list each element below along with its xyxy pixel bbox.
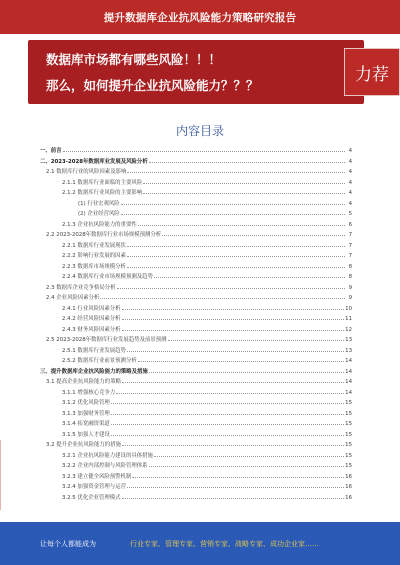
toc-entry-title: 2.5.1 数据库行业发展趋势: [62, 347, 126, 354]
toc-entry-page: 14: [345, 389, 352, 396]
toc-entry[interactable]: [62, 218, 352, 228]
toc-entry-title: 3.2.4 加强资金管理与运营: [62, 484, 126, 490]
toc-leader-dots: [111, 403, 344, 404]
toc-entry-page: 8: [348, 274, 352, 280]
toc-entry-page: 6: [348, 221, 352, 228]
toc-leader-dots: [63, 151, 345, 152]
toc-leader-dots: [149, 466, 345, 467]
toc-entry-title: 2.1.2 数据库行业风险的主要影响: [62, 190, 143, 196]
toc-entry-title: 3.2 提升企业抗风险能力的措施: [46, 442, 121, 448]
toc-leader-dots: [122, 309, 345, 310]
toc-entry-title: 2.1 数据库行业的风险因素及影响: [46, 169, 127, 175]
toc-entry[interactable]: [62, 344, 352, 354]
toc-entry-page: 7: [348, 232, 352, 238]
toc-leader-dots: [122, 319, 345, 320]
toc-entry-page: 15: [345, 442, 352, 448]
toc-entry-title: 一、前言: [40, 148, 62, 154]
toc-entry[interactable]: [62, 354, 352, 364]
toc-entry[interactable]: [40, 155, 352, 165]
toc-entry[interactable]: [46, 291, 352, 301]
toc-entry-title: 2.2 2023-2028年数据库行业市场规模预测分析: [46, 232, 162, 238]
header-bar: [0, 0, 400, 34]
toc-entry[interactable]: [62, 270, 352, 280]
toc-leader-dots: [117, 288, 345, 289]
toc-entry[interactable]: [62, 323, 352, 333]
toc-entry-page: 7: [348, 253, 352, 259]
toc-entry-title: 3.1.2 优化风险管理: [62, 400, 110, 406]
toc-entry-page: 9: [348, 284, 352, 291]
toc-entry[interactable]: [62, 176, 352, 186]
toc-leader-dots: [122, 382, 344, 383]
toc-entry[interactable]: [46, 228, 352, 238]
toc-entry[interactable]: [62, 449, 352, 459]
decorative-divider: [0, 440, 1, 510]
toc-leader-dots: [111, 435, 344, 436]
toc-entry-title: 3.1.5 加强人才建设: [62, 431, 110, 438]
toc-entry-title: 3.2.3 建立健全风险预警机制: [62, 473, 132, 480]
toc-entry-title: (1) 行业宏观风险: [78, 200, 120, 207]
toc-leader-dots: [138, 225, 345, 226]
toc-leader-dots: [116, 393, 344, 394]
banner-subheadline: 那么，如何提升企业抗风险能力？？？: [46, 78, 259, 93]
toc-leader-dots: [149, 372, 344, 373]
toc-entry-page: 15: [345, 421, 352, 427]
toc-leader-dots: [132, 477, 344, 478]
toc-entry[interactable]: [46, 281, 352, 291]
toc-entry-title: 2.4 企业风险因素分析: [46, 295, 100, 301]
toc-entry-page: 7: [348, 242, 352, 249]
toc-entry-page: 16: [345, 484, 352, 490]
toc-entry-page: 15: [345, 400, 352, 406]
toc-entry-page: 14: [345, 368, 352, 375]
toc-entry-page: 4: [348, 148, 352, 154]
toc-entry[interactable]: [62, 312, 352, 322]
toc-entry[interactable]: [62, 407, 352, 417]
toc-entry-page: 10: [345, 305, 352, 312]
toc-entry[interactable]: [62, 302, 352, 312]
toc-entry-title: 2.4.2 经营风险因素分析: [62, 316, 121, 322]
header-title: 提升数据库企业抗风险能力策略研究报告: [103, 12, 297, 24]
toc-entry-title: 3.2.2 企业内部控制与风险管理体系: [62, 463, 148, 469]
toc-title: 内容目录: [175, 124, 224, 138]
toc-leader-dots: [121, 204, 345, 205]
toc-entry-title: 二、2023-2028年数据库业发展及风险分析: [40, 158, 148, 165]
toc-entry-title: 2.5.2 数据库行业前景预测分析: [62, 358, 137, 364]
toc-entry-title: 2.4.3 财务风险因素分析: [62, 326, 121, 333]
toc-leader-dots: [122, 498, 345, 499]
toc-leader-dots: [111, 424, 344, 425]
toc-entry[interactable]: [62, 186, 352, 196]
toc-entry-page: 8: [348, 263, 352, 270]
toc-entry-title: 3.1 提高企业抗风险能力的策略: [46, 379, 121, 385]
toc-leader-dots: [154, 456, 344, 457]
footer-tags: 行业专家、管理专家、营销专家、战略专家、成功企业家……: [130, 540, 319, 548]
toc-entry[interactable]: [62, 459, 352, 469]
toc-entry-page: 15: [345, 463, 352, 469]
toc-entry[interactable]: [40, 144, 352, 154]
banner-headline: 数据库市场都有哪些风险！！！: [46, 52, 222, 67]
toc-entry-title: 3.2.5 优化企业管理模式: [62, 494, 121, 501]
toc-leader-dots: [127, 267, 345, 268]
toc-entry-page: 13: [345, 337, 352, 343]
toc-entry-title: 2.2.1 数据库行业发展现状: [62, 242, 126, 249]
recommend-badge: 力荐: [344, 48, 400, 96]
toc-entry-title: 3.2.1 企业抗风险能力建设的具体措施: [62, 452, 153, 459]
toc-entry[interactable]: [46, 165, 352, 175]
toc-entry[interactable]: [62, 480, 352, 490]
toc-entry-page: 13: [345, 347, 352, 354]
toc-entry[interactable]: [62, 491, 352, 501]
toc-entry-page: 16: [345, 473, 352, 480]
toc-leader-dots: [122, 445, 344, 446]
footer-bar: [0, 522, 400, 565]
toc-entry[interactable]: [78, 197, 352, 207]
toc-leader-dots: [143, 193, 345, 194]
toc-entry-page: 15: [345, 431, 352, 438]
toc-leader-dots: [168, 340, 345, 341]
toc-entry[interactable]: [46, 375, 352, 385]
hero-banner: [28, 40, 364, 104]
toc-leader-dots: [127, 246, 345, 247]
toc-entry[interactable]: [62, 417, 352, 427]
toc-entry[interactable]: [46, 333, 352, 343]
toc-leader-dots: [122, 330, 345, 331]
toc-entry-title: 2.5 2023-2028年数据库行业发展趋势及前景预测: [46, 337, 167, 343]
toc-entry-title: 2.3 数据库企业竞争格局分析: [46, 284, 116, 291]
toc-entry-page: 4: [348, 190, 352, 196]
toc-leader-dots: [100, 298, 345, 299]
toc-entry-page: 15: [345, 410, 352, 417]
toc-entry-title: 2.1.1 数据库行业面临的主要风险: [62, 179, 143, 186]
toc-entry-title: 3.1.1 增强核心竞争力: [62, 389, 116, 396]
toc-entry-page: 14: [345, 358, 352, 364]
toc-entry-page: 14: [345, 379, 352, 385]
toc-entry-title: (2) 企业经营风险: [78, 211, 120, 217]
toc-entry-title: 2.4.1 行业风险因素分析: [62, 305, 121, 312]
toc-leader-dots: [127, 351, 344, 352]
toc-entry-title: 2.2.3 数据库市场规模分析: [62, 263, 126, 270]
toc-leader-dots: [111, 414, 344, 415]
toc-leader-dots: [127, 172, 345, 173]
toc-entry-page: 12: [345, 326, 352, 333]
toc-entry[interactable]: [46, 438, 352, 448]
toc-entry-title: 2.2.2 影响行业发展的因素: [62, 253, 126, 259]
toc-entry-page: 4: [348, 169, 352, 175]
toc-leader-dots: [127, 256, 345, 257]
toc-entry[interactable]: [78, 207, 352, 217]
toc-leader-dots: [138, 361, 344, 362]
toc-entry[interactable]: [40, 365, 352, 375]
toc-leader-dots: [154, 277, 345, 278]
toc-entry[interactable]: [62, 396, 352, 406]
toc-entry-page: 9: [348, 295, 352, 301]
toc-entry-title: 2.2.4 数据库行业市场规模预测及趋势: [62, 274, 153, 280]
toc-leader-dots: [127, 487, 344, 488]
toc-entry[interactable]: [62, 428, 352, 438]
toc-entry[interactable]: [62, 470, 352, 480]
toc-entry-title: 3.1.3 加强财务管理: [62, 410, 110, 417]
toc-leader-dots: [121, 214, 345, 215]
toc-entry-page: 4: [348, 179, 352, 186]
toc-entry-page: 5: [348, 211, 352, 217]
footer-label: 让每个人都能成为: [40, 540, 96, 548]
toc-entry[interactable]: [62, 386, 352, 396]
toc-entry[interactable]: [62, 249, 352, 259]
toc-entry-title: 2.1.3 企业抗风险能力的重要性: [62, 221, 137, 228]
toc-entry[interactable]: [62, 260, 352, 270]
toc-entry-page: 4: [348, 200, 352, 207]
toc-entry-title: 三、提升数据库企业抗风险能力的策略及措施: [40, 368, 148, 375]
toc-leader-dots: [149, 162, 345, 163]
toc-entry-title: 3.1.4 拓宽融资渠道: [62, 421, 110, 427]
toc-entry-page: 16: [345, 494, 352, 501]
toc-leader-dots: [162, 235, 345, 236]
toc-entry-page: 11: [345, 316, 352, 322]
toc-entry[interactable]: [62, 239, 352, 249]
toc-entry-page: 15: [345, 452, 352, 459]
toc-entry-page: 4: [348, 158, 352, 165]
toc-leader-dots: [143, 183, 345, 184]
